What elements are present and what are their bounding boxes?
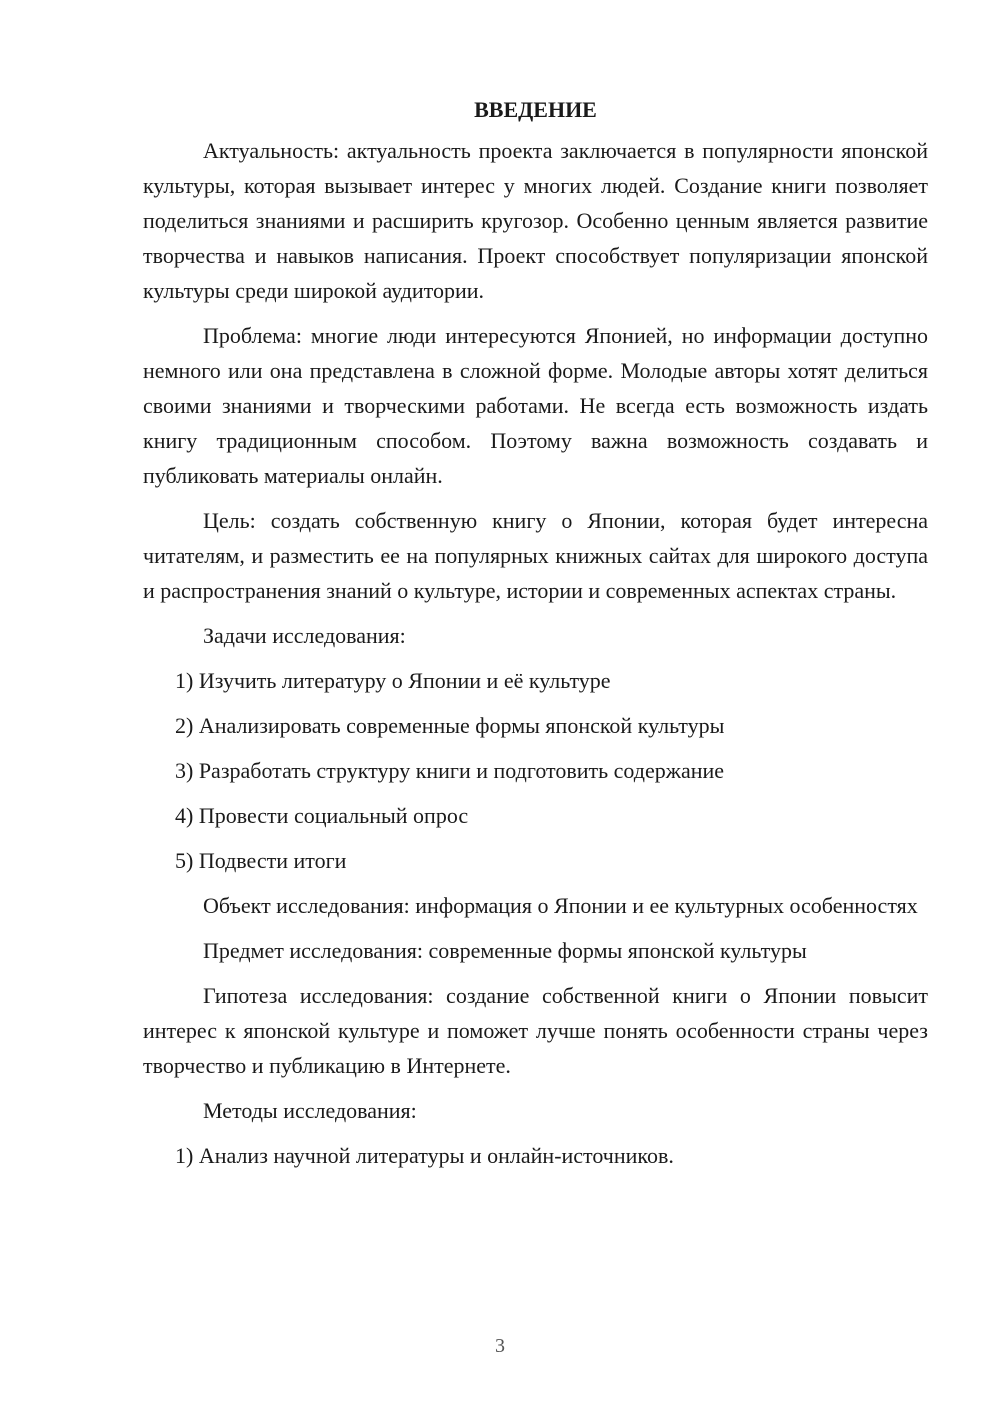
task-item: 2) Анализировать современные формы японской культуры <box>175 713 725 738</box>
section-title: ВВЕДЕНИЕ <box>474 97 597 122</box>
methods-list <box>143 1138 928 1173</box>
task-item: 4) Провести социальный опрос <box>175 803 469 828</box>
page-number: 3 <box>495 1335 505 1357</box>
object-paragraph: Объект исследования: информация о Японии и ее культурных особенностях <box>203 893 918 918</box>
subject-paragraph: Предмет исследования: современные формы японской культуры <box>203 938 807 963</box>
task-item: 5) Подвести итоги <box>175 848 347 873</box>
tasks-list <box>143 663 928 878</box>
document-page <box>143 95 928 1183</box>
method-item: 1) Анализ научной литературы и онлайн-источников. <box>175 1143 674 1168</box>
methods-heading: Методы исследования: <box>203 1098 417 1123</box>
hypothesis-paragraph: Гипотеза исследования: создание собственной книги о Японии повысит интерес к японской культуре и поможет лучше понять особенности страны через творчество и публикацию в Интернете. <box>143 983 928 1078</box>
goal-paragraph: Цель: создать собственную книгу о Японии, которая будет интересна читателям, и разместить ее на популярных книжных сайтах для широкого доступа и распространения знаний о культуре, истории и современных аспектах страны. <box>143 508 928 603</box>
task-item: 3) Разработать структуру книги и подготовить содержание <box>175 758 725 783</box>
relevance-paragraph: Актуальность: актуальность проекта заключается в популярности японской культуры, которая вызывает интерес у многих людей. Создание книги позволяет поделиться знаниями и расширить кругозор. Особенно ценным является развитие творчества и навыков написания. Проект способствует популяризации японской культуры среди широкой аудитории. <box>143 138 928 303</box>
tasks-heading: Задачи исследования: <box>203 623 406 648</box>
problem-paragraph: Проблема: многие люди интересуются Японией, но информации доступно немного или она представлена в сложной форме. Молодые авторы хотят делиться своими знаниями и творческими работами. Не всегда есть возможность издать книгу традиционным способом. Поэтому важна возможность создавать и публиковать материалы онлайн. <box>143 323 928 488</box>
task-item: 1) Изучить литературу о Японии и её культуре <box>175 668 611 693</box>
